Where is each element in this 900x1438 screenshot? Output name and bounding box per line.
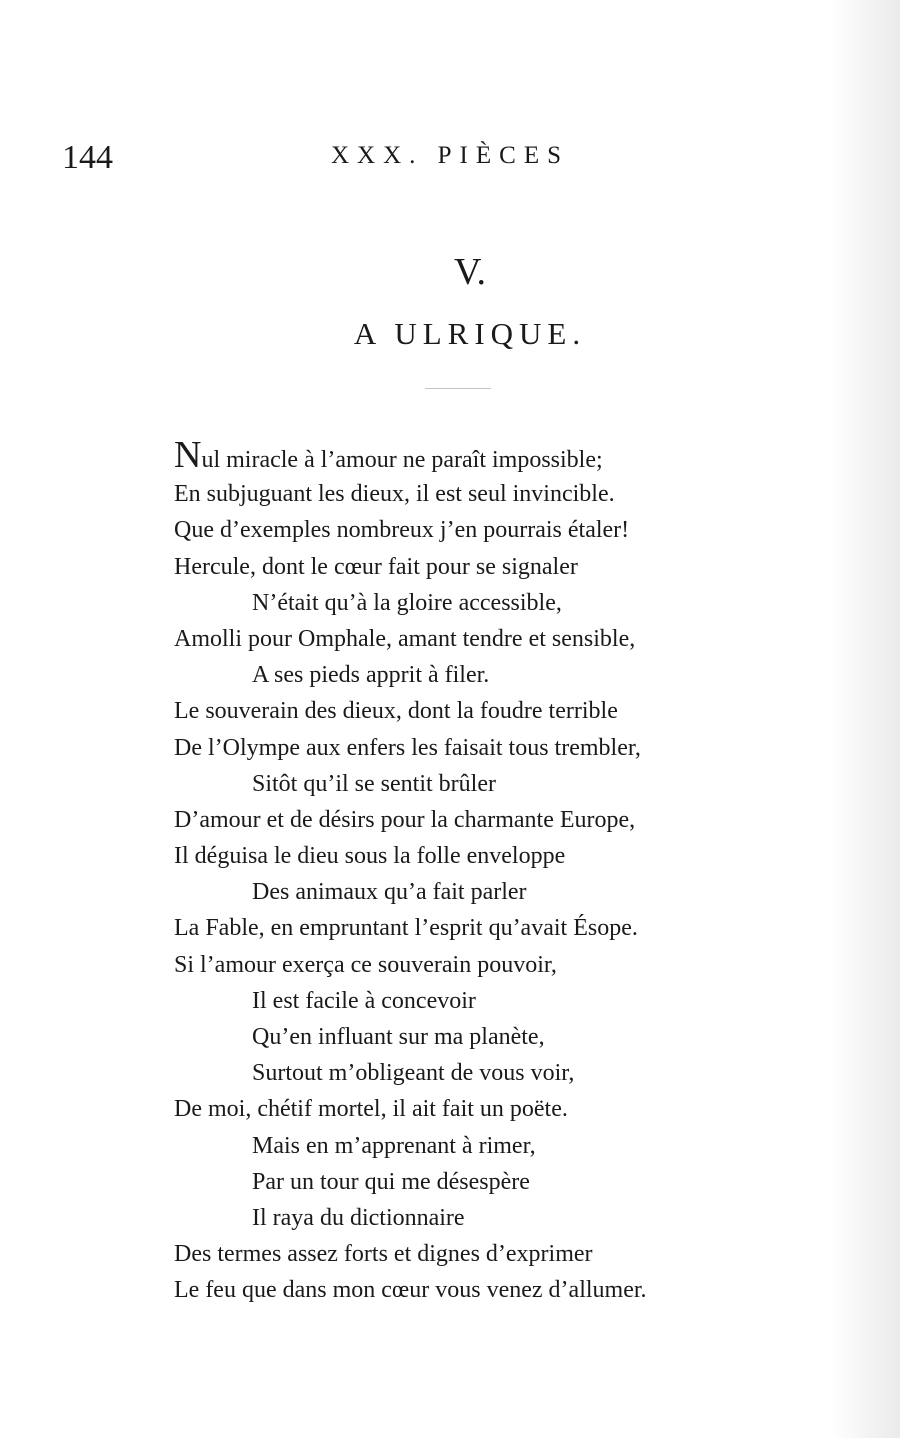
verse-line [174,766,814,802]
verse-text: Sitôt qu’il se sentit brûler [252,770,496,797]
verse-text: Amolli pour Omphale, amant tendre et sensible, [174,625,636,652]
verse-line [174,1272,814,1308]
verse-text: Le feu que dans mon cœur vous venez d’allumer. [174,1277,647,1304]
title-rule [425,388,491,389]
verse-line [174,621,814,657]
verse-line [174,1091,814,1127]
verse-text: N’était qu’à la gloire accessible, [252,589,562,616]
verse-text: De moi, chétif mortel, il ait fait un poëte. [174,1096,568,1123]
verse-line [174,1019,814,1055]
poem-body [174,434,814,1309]
verse-line [174,434,814,476]
page-number: 144 [62,139,113,176]
verse-line [174,1236,814,1272]
verse-line [174,585,814,621]
verse-text: Le souverain des dieux, dont la foudre terrible [174,698,618,725]
verse-text: Par un tour qui me désespère [252,1168,530,1195]
verse-text: Que d’exemples nombreux j’en pourrais étaler! [174,517,630,544]
verse-line [174,730,814,766]
verse-text: De l’Olympe aux enfers les faisait tous trembler, [174,734,641,761]
verse-line [174,512,814,548]
verse-text: Surtout m’obligeant de vous voir, [252,1060,575,1087]
verse-line [174,1055,814,1091]
verse-line [174,874,814,910]
verse-text: Si l’amour exerça ce souverain pouvoir, [174,951,557,978]
verse-text: Il déguisa le dieu sous la folle enveloppe [174,843,566,870]
verse-text: Des animaux qu’a fait parler [252,879,527,906]
drop-initial: N [174,434,202,476]
poem-number: V. [453,251,487,293]
verse-text: La Fable, en empruntant l’esprit qu’avait Ésope. [174,915,638,942]
running-head: XXX. PIÈCES [330,142,569,169]
verse-line [174,1128,814,1164]
verse-text: Il raya du dictionnaire [252,1204,465,1231]
verse-text: ul miracle à l’amour ne paraît impossible; [201,447,603,473]
verse-text: Hercule, dont le cœur fait pour se signaler [174,553,578,580]
verse-line [174,947,814,983]
verse-line [174,838,814,874]
verse-line [174,802,814,838]
verse-line [174,910,814,946]
verse-text: A ses pieds apprit à filer. [252,662,490,689]
verse-text: En subjuguant les dieux, il est seul invincible. [174,481,615,508]
verse-line [174,657,814,693]
verse-text: Mais en m’apprenant à rimer, [252,1132,536,1159]
verse-line [174,1200,814,1236]
verse-text: Des termes assez forts et dignes d’exprimer [174,1241,593,1268]
verse-line [174,1164,814,1200]
verse-line [174,983,814,1019]
page-edge-shadow [830,0,900,1438]
verse-line [174,476,814,512]
verse-line [174,549,814,585]
verse-text: Qu’en influant sur ma planète, [252,1024,545,1050]
verse-text: D’amour et de désirs pour la charmante Europe, [174,806,636,833]
verse-line [174,693,814,729]
poem-title: A ULRIQUE. [353,316,587,351]
verse-text: Il est facile à concevoir [252,987,476,1014]
